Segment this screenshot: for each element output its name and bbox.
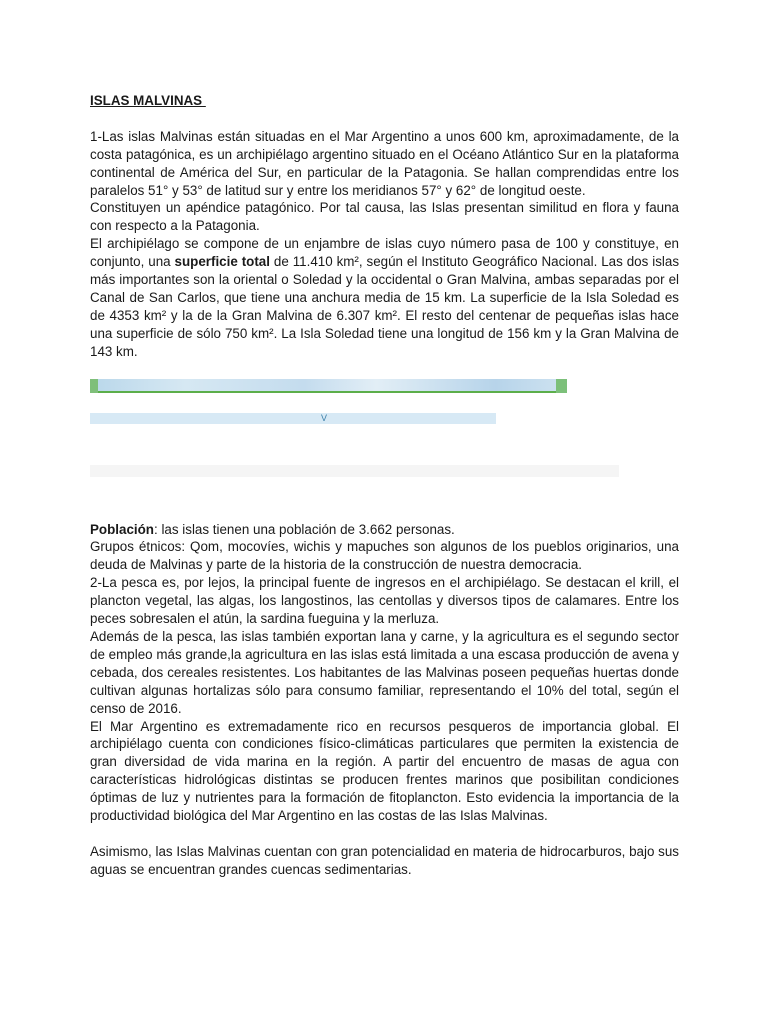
paragraph-fishing: 2-La pesca es, por lejos, la principal fuente de ingresos en el archipiélago. Se destacan el krill, el plancton vegetal, las algas, los langostinos, las centollas y diversos tipos de calamares. Entre los peces sobresalen el atún, la sardina fueguina y la merluza.: [90, 575, 679, 627]
paragraph-hydrocarbons: Asimismo, las Islas Malvinas cuentan con gran potencialidad en materia de hidrocarburos, bajo sus aguas se encuentran grandes cuencas sedimentarias.: [90, 843, 679, 877]
surface-text-end: de 11.410 km², según el Instituto Geográfico Nacional. Las dos islas más importantes son la oriental o Soledad y la occidental o Gran Malvina, ambas separadas por el Canal de San Carlos, que tiene una anchura media de 15 km. La superficie de la Isla Soledad es de 4353 km² y la de la Gran Malvina de 6.307 km². El resto del centenar de pequeñas islas hace una superficie de sólo 750 km². La Isla Soledad tiene una longitud de 156 km y la Gran Malvina de 143 km.: [90, 254, 680, 359]
surface-total-bold: superficie total: [174, 254, 270, 270]
paragraph-population: [90, 521, 679, 539]
map-strip-top-land-right: [556, 379, 567, 393]
document-page: [90, 92, 679, 879]
paragraph-surface: [90, 235, 679, 360]
map-image-fragment: [90, 361, 679, 521]
paragraph-ethnic-groups: Grupos étnicos: Qom, mocovíes, wichis y mapuches son algunos de los pueblos originarios, una deuda de Malvinas y parte de la historia de la construcción de nuestra democracia.: [90, 539, 679, 573]
paragraph-location: 1-Las islas Malvinas están situadas en el Mar Argentino a unos 600 km, aproximadamente, de la costa patagónica, es un archipiélago argentino situado en el Océano Atlántico Sur en la plataforma continental de América del Sur, en particular de la Patagonia. Se hallan comprendidas entre los paralelos 51° y 53° de latitud sur y entre los meridianos 57° y 62° de longitud oeste.: [90, 128, 679, 198]
population-text: : las islas tienen una población de 3.662 personas.: [154, 521, 455, 537]
paragraph-agriculture: Además de la pesca, las islas también exportan lana y carne, y la agricultura es el segundo sector de empleo más grande,la agricultura en las islas está limitada a una escasa producción de avena y cebada, dos cereales resistentes. Los habitantes de las Malvinas poseen pequeñas huertas donde cultivan algunas hortalizas sólo para consumo familiar, representando el 10% del total, según el censo de 2016.: [90, 629, 679, 716]
map-strip-top: [90, 379, 567, 393]
document-title: ISLAS MALVINAS: [90, 93, 206, 108]
paragraph-patagonian-appendix: Constituyen un apéndice patagónico. Por tal causa, las Islas presentan similitud en flora y fauna con respecto a la Patagonia.: [90, 200, 679, 234]
map-strip-middle: [90, 413, 496, 424]
paragraph-gap: [90, 825, 679, 843]
paragraph-argentine-sea: El Mar Argentino es extremadamente rico en recursos pesqueros de importancia global. El archipiélago cuenta con condiciones físico-climáticas particulares que permiten la existencia de gran diversidad de vida marina en la región. A partir del encuentro de masas de agua con características hidrológicas distintas se producen frentes marinos que posibilitan condiciones óptimas de luz y nutrientes para la formación de fitoplancton. Esto evidencia la importancia de la productividad biológica del Mar Argentino en las costas de las Islas Malvinas.: [90, 718, 679, 824]
population-label: Población: [90, 521, 154, 537]
map-strip-bottom: [90, 465, 619, 477]
surface-text-start: El archipiélago se compone de un enjambre de islas cuyo número pasa de 100 y constituye, en conjunto, una: [90, 236, 679, 270]
map-mark: V: [321, 412, 328, 423]
map-strip-top-land-left: [90, 379, 98, 393]
